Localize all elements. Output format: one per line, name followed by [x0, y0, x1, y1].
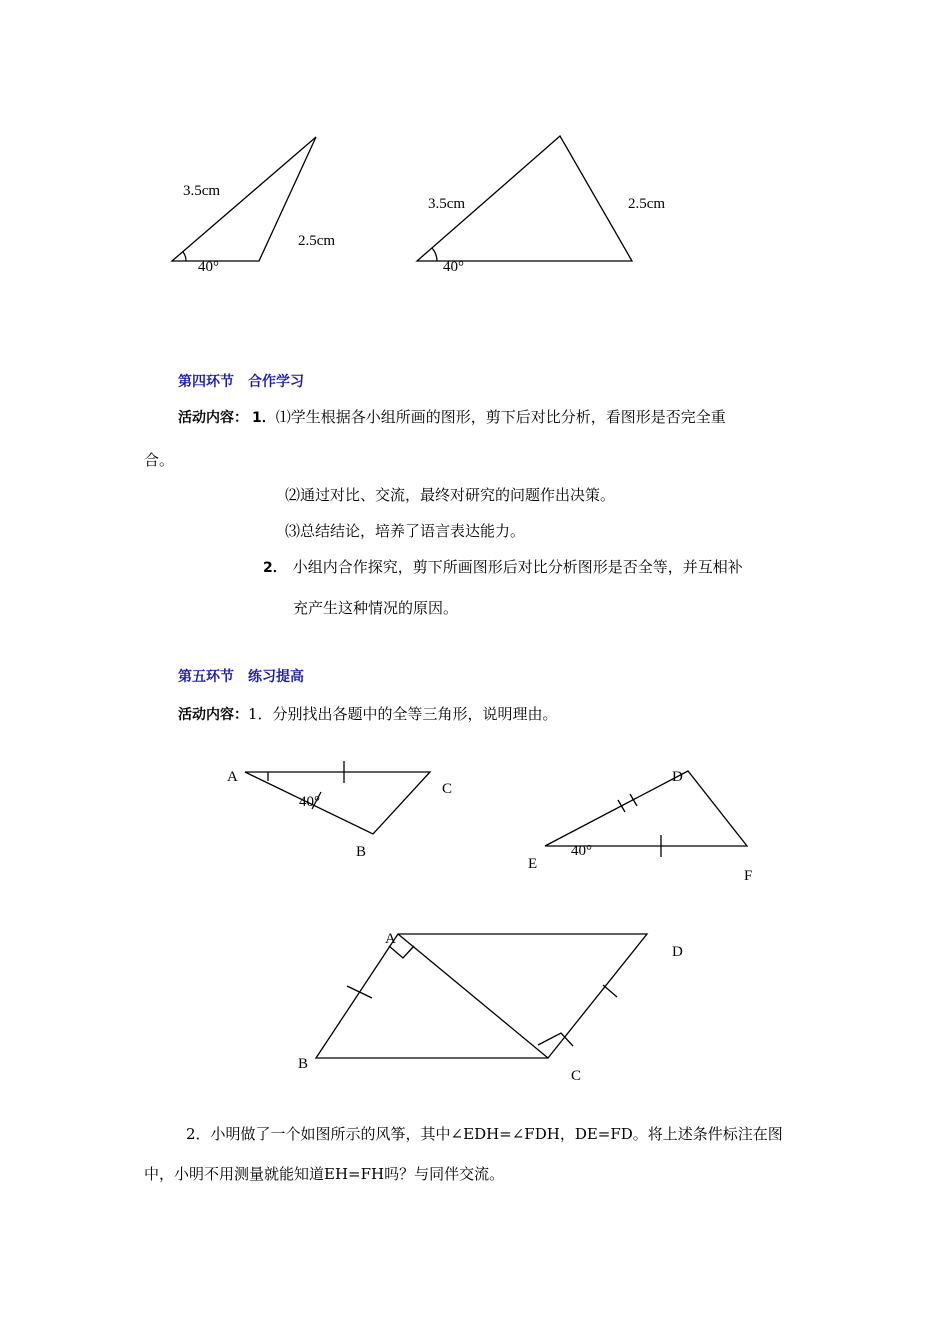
label-left-angle: 40° — [198, 259, 219, 275]
section4-title: 第四环节 合作学习 — [178, 374, 304, 390]
tick-de-2 — [630, 794, 637, 806]
section4-item2-num: 2． — [263, 560, 287, 576]
label-e: E — [528, 856, 538, 872]
right-angle-a — [389, 946, 414, 958]
section4-item1-line2: 合。 — [144, 451, 175, 469]
label-angle-def: 40° — [571, 843, 592, 859]
triangle-def — [545, 771, 747, 846]
diagonal-ac — [398, 934, 548, 1058]
section5-item1: 1．分别找出各题中的全等三角形，说明理由。 — [248, 705, 558, 723]
label-angle-abc: 40° — [299, 794, 320, 810]
triangle-left — [172, 137, 316, 261]
right-angle-c — [538, 1033, 573, 1046]
section4-activity-line — [178, 406, 726, 427]
label-right-angle: 40° — [443, 259, 464, 275]
label-c-parallelogram: C — [571, 1068, 582, 1084]
parallelogram-abcd — [316, 934, 647, 1058]
angle-arc-right — [432, 248, 437, 261]
label-b-parallelogram: B — [298, 1056, 309, 1072]
section5-item2-line1: 2．小明做了一个如图所示的风筝，其中∠EDH=∠FDH，DE=FD。将上述条件标注在图 — [186, 1125, 783, 1143]
section5-title: 第五环节 练习提高 — [178, 669, 304, 685]
section4-activity-label: 活动内容： — [178, 410, 248, 426]
triangle-abc — [245, 772, 430, 834]
section4-item2-line1: 小组内合作探究，剪下所画图形后对比分析图形是否全等，并互相补 — [292, 558, 743, 576]
label-f: F — [744, 868, 753, 884]
section4-item1-num: 1． — [252, 410, 276, 426]
tick-de-1 — [618, 800, 625, 812]
label-right-side-a: 3.5cm — [428, 196, 466, 212]
section5-item2-line2: 中，小明不用测量就能知道EH=FH吗？与同伴交流。 — [144, 1165, 505, 1183]
section4-item1-sub3: ⑶总结结论，培养了语言表达能力。 — [285, 522, 526, 540]
label-d: D — [672, 769, 683, 785]
label-right-side-b: 2.5cm — [628, 196, 666, 212]
tick-cd-parallelogram — [603, 985, 617, 997]
label-a-parallelogram: A — [385, 931, 396, 947]
label-left-side-a: 3.5cm — [183, 183, 221, 199]
section4-item1-sub2: ⑵通过对比、交流，最终对研究的问题作出决策。 — [285, 486, 616, 504]
label-c: C — [442, 781, 453, 797]
section5-activity-line — [178, 703, 558, 724]
label-left-side-b: 2.5cm — [298, 233, 336, 249]
section4-item1-line1: ⑴学生根据各小组所画的图形，剪下后对比分析，看图形是否完全重 — [275, 408, 726, 426]
angle-arc-left — [183, 252, 186, 261]
section4-item2 — [263, 556, 743, 577]
label-b: B — [356, 844, 367, 860]
label-d-parallelogram: D — [672, 944, 683, 960]
section4-item2-line2: 充产生这种情况的原因。 — [293, 599, 459, 617]
tick-ab-parallelogram — [347, 986, 372, 998]
section5-activity-label: 活动内容： — [178, 707, 248, 723]
label-a: A — [227, 769, 238, 785]
